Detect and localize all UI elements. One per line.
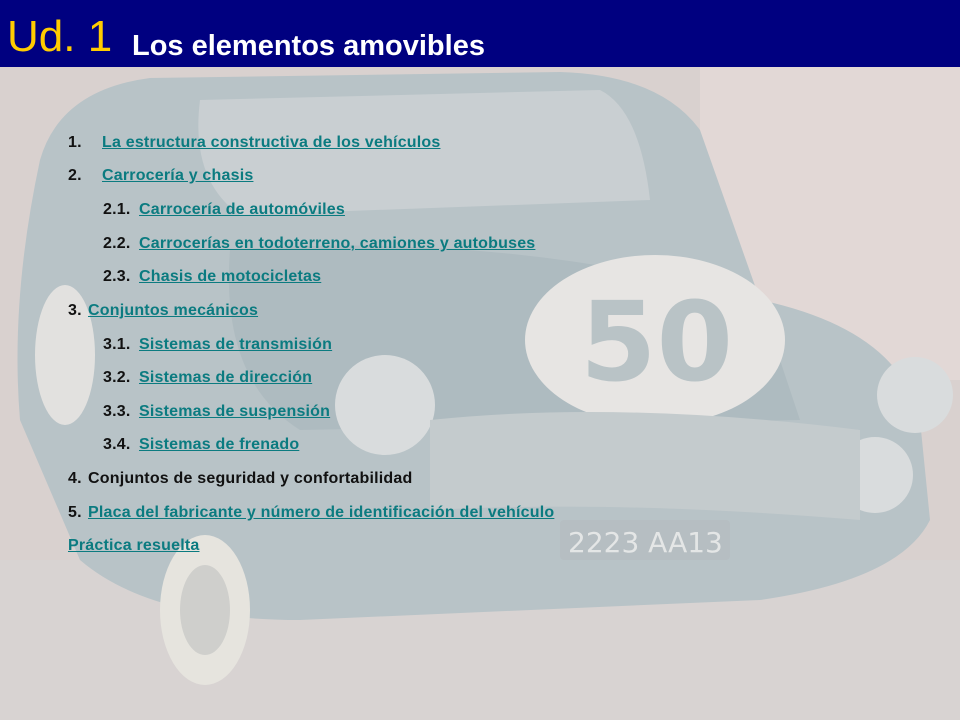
toc-link-conjuntos-mecanicos[interactable]: Conjuntos mecánicos: [88, 302, 259, 319]
toc-item-practica: [68, 536, 199, 556]
toc-item-3-2: [103, 368, 312, 388]
toc-link-carroceria-chasis[interactable]: Carrocería y chasis: [102, 167, 254, 184]
toc-item-1: [68, 133, 440, 153]
toc-link-carrocerias-todoterreno[interactable]: Carrocerías en todoterreno, camiones y autobuses: [139, 235, 536, 252]
toc-link-sistemas-transmision[interactable]: Sistemas de transmisión: [139, 336, 333, 353]
toc-item-number: 3.2.: [103, 369, 131, 386]
toc-link-sistemas-suspension[interactable]: Sistemas de suspensión: [139, 403, 331, 420]
toc-item-number: 3.1.: [103, 336, 131, 353]
svg-text:2223 AA13: 2223 AA13: [568, 526, 723, 559]
toc-link-sistemas-direccion[interactable]: Sistemas de dirección: [139, 369, 313, 386]
toc-item-number: 4.: [68, 470, 82, 487]
page-title: Los elementos amovibles: [132, 30, 485, 62]
toc-item-number: 5.: [68, 504, 82, 521]
toc-item-2-3: [103, 267, 321, 287]
toc-item-number: 2.2.: [103, 235, 131, 252]
toc-link-carroceria-automoviles[interactable]: Carrocería de automóviles: [139, 201, 345, 218]
toc-item-number: 2.1.: [103, 201, 131, 218]
toc-item-2-1: [103, 200, 345, 220]
toc-item-number: 2.: [68, 167, 82, 184]
svg-text:50: 50: [580, 278, 734, 406]
toc-link-placa-fabricante[interactable]: Placa del fabricante y número de identificación del vehículo: [88, 504, 555, 521]
toc-item-number: 3.4.: [103, 436, 131, 453]
toc-link-sistemas-frenado[interactable]: Sistemas de frenado: [139, 436, 300, 453]
toc-item-number: 2.3.: [103, 268, 131, 285]
toc-item-3-3: [103, 402, 330, 422]
unit-number: Ud. 1: [7, 12, 113, 61]
toc-item-3: [68, 301, 258, 321]
toc-item-number: 3.3.: [103, 403, 131, 420]
toc-item-2-2: [103, 234, 535, 254]
toc-link-estructura[interactable]: La estructura constructiva de los vehículos: [102, 134, 441, 151]
toc-item-4: [68, 469, 412, 489]
toc-text-seguridad-confortabilidad: Conjuntos de seguridad y confortabilidad: [88, 470, 413, 487]
toc-link-chasis-motocicletas[interactable]: Chasis de motocicletas: [139, 268, 322, 285]
toc-item-number: 3.: [68, 302, 82, 319]
toc-link-practica-resuelta[interactable]: Práctica resuelta: [68, 537, 200, 554]
toc-item-number: 1.: [68, 134, 82, 151]
toc-item-5: [68, 503, 554, 523]
toc-item-3-4: [103, 435, 299, 455]
toc-item-3-1: [103, 335, 332, 355]
toc-item-2: [68, 166, 253, 186]
